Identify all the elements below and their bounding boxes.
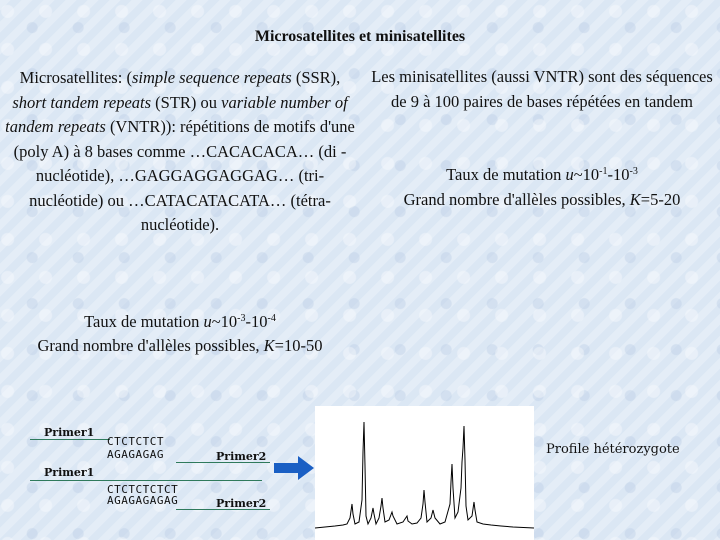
allele2-primer1-label: Primer1	[44, 466, 95, 479]
allele2-bottom-seq: AGAGAGAGAG	[107, 494, 179, 507]
allele2-primer2-line	[176, 509, 270, 510]
minisatellite-definition: Les minisatellites (aussi VNTR) sont des séquences de 9 à 100 paires de bases répétées en tandem	[371, 67, 713, 111]
allele1-primer1-line	[30, 439, 110, 440]
allele2-top-seq: CTCTCTCTCT	[107, 483, 179, 496]
page-title: Microsatellites et minisatellites	[254, 28, 466, 45]
ssr-term: simple sequence repeats	[131, 68, 292, 87]
def-prefix: Microsatellites: (	[19, 68, 132, 87]
vntr-rest: (VNTR)): répétitions de motifs d'une (poly A) à 8 bases comme …CACACACA… (di -nucléotide), …GAGGAGGAGGAG… (tri-nucléotide) ou …CATACATACATA… (tétra-nucléotide).	[13, 117, 355, 234]
microsatellite-definition	[2, 66, 358, 238]
str-term: short tandem repeats	[12, 92, 152, 112]
vntr-term: variable number of tandem repeats	[5, 92, 348, 136]
ssr-abbr: (SSR),	[291, 68, 341, 87]
allele1-primer2-label: Primer2	[216, 450, 267, 463]
allele1-primer2-line	[176, 462, 270, 463]
allele1-primer1-label: Primer1	[44, 426, 95, 439]
mini-allele-count: Grand nombre d'allèles possibles, K=5-20	[403, 189, 681, 209]
allele1-top-seq: CTCTCTCT	[107, 435, 164, 448]
right-arrow-icon	[274, 456, 314, 480]
heterozygous-profile-chromatogram	[315, 406, 534, 540]
microsatellite-rates	[0, 310, 360, 358]
micro-mutation-rate: Taux de mutation $u\sim 10^{-3}-10^{-4}$	[84, 312, 276, 331]
allele2-primer1-line	[30, 480, 262, 481]
micro-allele-count: Grand nombre d'allèles possibles, K=10-50	[37, 336, 323, 355]
str-abbr: (STR) ou	[151, 92, 222, 112]
allele1-bottom-seq: AGAGAGAG	[107, 448, 164, 461]
mini-mutation-rate: Taux de mutation $u\sim 10^{-1}-10^{-3}$	[446, 165, 638, 184]
profile-label: Profile hétérozygote	[546, 442, 680, 457]
allele2-primer2-label: Primer2	[216, 497, 267, 510]
minisatellite-rates	[366, 163, 718, 212]
